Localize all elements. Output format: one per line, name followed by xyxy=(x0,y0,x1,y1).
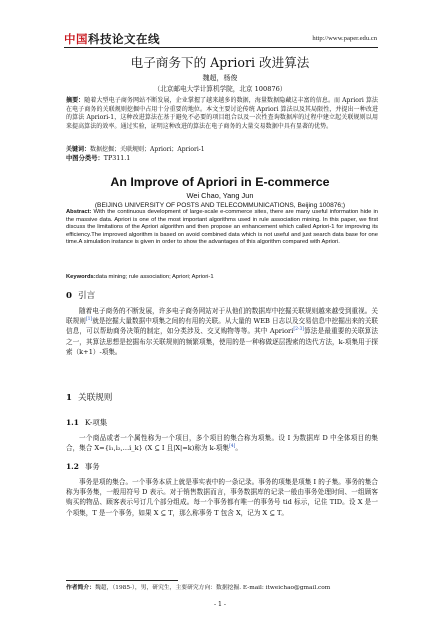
header-divider xyxy=(64,47,378,48)
abstract-text-cn: 随着大型电子商务网站不断发展，企业掌握了越来越多的数据，海量数据隐藏这丰富的信息。而 Apriori 算法在电子商务的关联规则挖掘中占用十分重要的地位。本文主要讨论传统 Apriori 算法以及其局限性，并提出一种改进的算法 Apriori-1，这种改进算法在基于避免不必要的项目组合以及一次性查询数据库的过程中建立起关联规则以用来提高算法的效率。通过实验，证明这种改进的算法在电子商务的大量交易数据中具有显著的优势。 xyxy=(66,97,378,130)
k-itemset-paragraph: 一个商品或者一个属性称为一个项目，多个项目的集合称为项集。设 I 为数据库 D 中全体项目的集合，集合 X={i₁,i₂,…i_k} (X ⊆ I 且|X|=k)称为 k-项集[4]。 xyxy=(66,434,378,453)
citation-ref[interactable]: [4] xyxy=(228,444,236,450)
chinese-abstract xyxy=(66,97,378,131)
english-affiliation: (BEIJING UNIVERSITY OF POSTS AND TELECOMMUNICATIONS, Beijing 100876;) xyxy=(94,202,346,209)
english-authors: Wei Chao, Yang Jun xyxy=(186,191,254,200)
author-footnote: 作者简介：魏超，（1985-），男，研究生，主要研究方向：数据挖掘. E-mail: itweichao@gmail.com xyxy=(66,585,331,591)
english-keywords: Keywords:data mining; rule association; Apriori; Apriori-1 xyxy=(66,274,214,280)
intro-paragraph: 随着电子商务的不断发展，许多电子商务网站对于从他们的数据库中挖掘关联规则越来越受到重视。关联规则[1]就是挖掘大量数据中项集之间的有用的关联。从大量的 WEB 日志以及交易信息中挖掘出来的关联信息，可以帮助商务决策的制定，如分类涉及、交叉购物等等。其中 Apriori[2-3]算法是最重要的关联算法之一，其算法思想是挖掘布尔关联规则的频繁项集，使用的是一种称做逐层搜索的迭代方法，k-项集用于探索（k+1）-项集。 xyxy=(66,307,379,356)
chinese-title: 电子商务下的 Apriori 改进算法 xyxy=(130,55,310,70)
abstract-label-en: Abstract: xyxy=(66,209,92,215)
footnote-divider xyxy=(66,580,178,581)
subsection-heading-k-itemset: 1.1 K-项集 xyxy=(66,418,108,427)
page-header xyxy=(0,0,440,46)
transaction-paragraph: 事务是项的集合。一个事务本质上就是事实表中的一条记录。事务的项集是项集 I 的子集。事务的集合称为事务集，一般用符号 D 表示。对于销售数据而言，事务数据库的记录一般由事务处理时间、一组顾客购买的物品、顾客表示号订几个部分组成。每一个事务都有唯一的事务号 tid 标示，记住 TID。设 X 是一个项集，T 是一个事务，如果 X ⊆ T，那么称事务 T 包含 X，记为 X ⊆ T。 xyxy=(66,478,378,517)
abstract-label-cn: 摘要： xyxy=(66,97,85,104)
section-heading-association-rules: 1 关联规则 xyxy=(66,393,113,403)
english-title: An Improve of Apriori in E-commerce xyxy=(110,175,330,189)
site-logo: 中国科技论文在线 xyxy=(64,32,160,46)
subsection-heading-transaction: 1.2 事务 xyxy=(66,462,100,471)
chinese-keywords: 关键词：数据挖掘；关联规则；Apriori；Apriori-1 xyxy=(66,146,205,153)
classification-number: 中图分类号：TP311.1 xyxy=(66,155,131,162)
section-heading-intro: 0 引言 xyxy=(66,291,96,301)
english-abstract xyxy=(66,209,378,247)
page-number: - 1 - xyxy=(213,601,227,608)
abstract-text-en: With the continuous development of large-scale e-commerce sites, there are many useful information hide in the massive data. Apriori is one of the most important algorithms used in rule association mining. In this paper, we first discuss the limitations of the Apriori algorithm and then propose an enhancement which called Apriori-1 for improving its efficiency.The improved algorithm is based on avoid combined data which is not useful and just search data base for one time.A simulation instance is given in order to show the advantages of this algorithm compared with Apriori. xyxy=(66,209,378,245)
chinese-authors: 魏超，杨俊 xyxy=(202,74,238,82)
chinese-affiliation: （北京邮电大学计算机学院，北京 100876） xyxy=(153,85,287,93)
citation-ref[interactable]: [1] xyxy=(85,317,93,323)
site-url[interactable]: http://www.paper.edu.cn xyxy=(312,35,377,42)
citation-ref[interactable]: [2-3] xyxy=(293,327,305,333)
